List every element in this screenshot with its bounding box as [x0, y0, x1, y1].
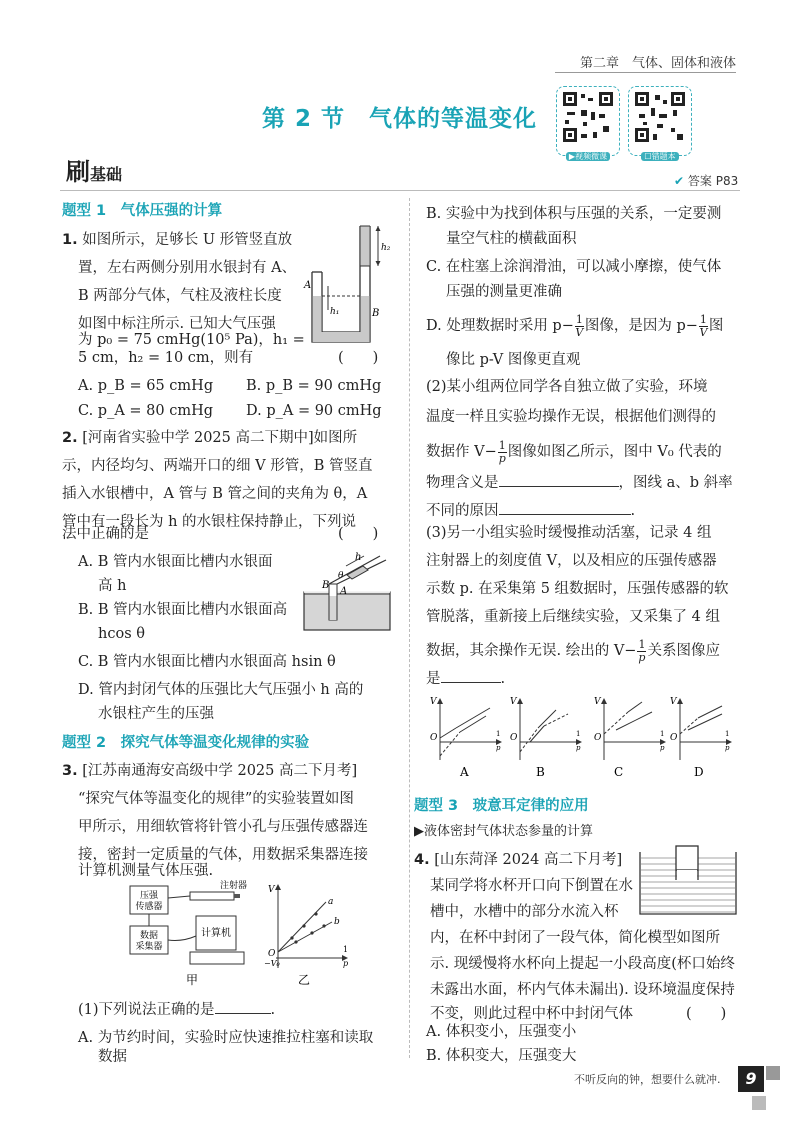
q3-sub2-line3: 数据作 V− $\frac{1}{p}$ 图像如图乙所示，图中 V₀ 代表的	[426, 438, 722, 465]
graph-b[interactable]	[510, 697, 582, 779]
q2-line-5: 法中正确的是	[62, 526, 149, 542]
q1-fig-label-h2: h₂	[381, 243, 391, 253]
check-icon: ✔	[674, 174, 685, 188]
q1-u-tube-figure	[300, 224, 400, 354]
fraction-1-over-p: $\frac{1}{p}$	[638, 637, 646, 664]
q2-fig-label-a: A	[340, 586, 348, 597]
answer-text: 答案 P83	[687, 174, 739, 188]
q2-line-3: 插入水银槽中，A 管与 B 管之间的夹角为 θ，A	[62, 486, 368, 502]
q4-option-b[interactable]: B. 体积变大，压强变大	[426, 1048, 577, 1064]
q2-option-a-line2[interactable]: 高 h	[98, 578, 127, 594]
graph-a-o: O	[430, 733, 438, 743]
q3-collector-label-2: 采集器	[135, 942, 163, 952]
q4-line-2: 某同学将水杯开口向下倒置在水	[430, 878, 633, 894]
q3-option-graphs	[426, 694, 736, 784]
q3-option-a-line1[interactable]: A. 为节约时间，实验时应快速推拉柱塞和读取	[78, 1030, 374, 1046]
graph-c-p: p	[660, 744, 665, 752]
fraction-1-over-p: $\frac{1}{p}$	[498, 438, 506, 465]
q3-option-b-line1[interactable]: B. 实验中为找到体积与压强的关系，一定要测	[426, 206, 722, 222]
q3-fig-label-b: b	[334, 917, 340, 927]
fraction-1-over-v: $\frac{1}{V}$	[699, 312, 708, 339]
graph-a-label: A	[460, 765, 469, 779]
q4-option-a[interactable]: A. 体积变小，压强变小	[426, 1024, 577, 1040]
q1-option-c[interactable]: C. p_A = 80 cmHg	[78, 403, 214, 419]
q3-sub3-blank[interactable]	[441, 668, 501, 683]
q3-fig-label-jia: 甲	[186, 973, 199, 987]
graph-c-label: C	[614, 765, 624, 779]
q2-option-b-line1[interactable]: B. B 管内水银面比槽内水银面高	[78, 602, 288, 618]
graph-d-p: p	[725, 744, 730, 752]
q2-line-4: 管中有一段长为 h 的水银柱保持静止，下列说	[62, 514, 357, 530]
q1-line-1: 1. 如图所示，足够长 U 形管竖直放	[62, 232, 293, 248]
q1-option-d[interactable]: D. p_A = 90 cmHg	[246, 403, 382, 419]
q3-line-1: 3. [江苏南通海安高级中学 2025 高二下月考]	[62, 763, 358, 779]
graph-d-label: D	[694, 765, 704, 779]
q4-water-tank-figure	[638, 844, 738, 916]
q2-option-d-line1[interactable]: D. 管内封闭气体的压强比大气压强小 h 高的	[78, 682, 364, 698]
q3-sub3-line3: 示数 p. 在采集第 5 组数据时，压强传感器的软	[426, 581, 729, 597]
q1-line-2: 置，左右两侧分别用水银封有 A、	[78, 260, 297, 276]
q3-sub3-line2: 注射器上的刻度值 V，以及相应的压强传感器	[426, 553, 717, 569]
q3-sub2-blank-1[interactable]	[499, 472, 619, 487]
q4-line-7: 不变，则此过程中杯中封闭气体	[430, 1006, 633, 1022]
qr-mistakes-label: ☐错题本	[641, 152, 678, 161]
q1-answer-paren[interactable]: ( )	[338, 350, 379, 366]
q3-fig-label-a: a	[328, 897, 334, 907]
q2-option-a-line1[interactable]: A. B 管内水银面比槽内水银面	[78, 554, 273, 570]
q3-sub3-line5: 数据，其余操作无误. 绘出的 V− $\frac{1}{p}$ 关系图像应	[426, 637, 720, 664]
graph-b-v: V	[510, 697, 517, 707]
q3-sub2-blank-2[interactable]	[499, 500, 631, 515]
q1-option-b[interactable]: B. p_B = 90 cmHg	[246, 378, 382, 394]
q3-number: 3.	[62, 763, 78, 779]
q2-v-tube-figure	[300, 548, 400, 634]
mistakes-qr-code[interactable]	[628, 86, 692, 161]
q3-line-3: 甲所示，用细软管将针管小孔与压强传感器连	[78, 819, 368, 835]
graph-a-v: V	[430, 697, 437, 707]
q3-line-4: 接，密封一定质量的气体，用数据采集器连接	[78, 847, 368, 863]
q3-line-5: 计算机测量气体压强.	[78, 863, 214, 879]
q3-fig-label-v: V	[268, 885, 275, 895]
graph-d-v: V	[670, 697, 677, 707]
q1-fig-label-a: A	[304, 280, 312, 291]
q3-option-d-line1[interactable]: D. 处理数据时采用 p− $\frac{1}{V}$ 图像，是因为 p− $\frac{1}{V}$ 图	[426, 312, 724, 339]
graph-d-o: O	[670, 733, 678, 743]
brand-subtitle: 基础	[90, 165, 123, 184]
q1-line-4: 如图中标注所示. 已知大气压强	[78, 316, 276, 332]
q2-option-d-line2[interactable]: 水银柱产生的压强	[98, 706, 214, 722]
q4-line-3: 槽中，水槽中的部分水流入杯	[430, 904, 619, 920]
qr-code-icon	[563, 92, 613, 142]
graph-c-v: V	[594, 697, 601, 707]
qr-video-label: ▶视频微课	[566, 152, 610, 161]
q2-option-b-line2[interactable]: hcos θ	[98, 626, 145, 642]
q3-sub3-line4: 管脱落，重新接上后继续实验，又采集了 4 组	[426, 609, 720, 625]
q1-line-5: 为 p₀ = 75 cmHg(10⁵ Pa)，h₁ =	[78, 332, 305, 348]
brand-divider	[60, 190, 740, 191]
q4-number: 4.	[414, 852, 430, 868]
q3-apparatus-figure	[126, 878, 366, 990]
graph-d-1: 1	[725, 730, 730, 738]
column-divider	[409, 198, 410, 1058]
graph-d[interactable]	[670, 697, 732, 779]
page-number: 9	[738, 1066, 764, 1092]
fraction-1-over-v: $\frac{1}{V}$	[575, 312, 584, 339]
section-title: 第 2 节 气体的等温变化	[262, 106, 538, 132]
q2-line-2: 示，内径均匀、两端开口的细 V 形管，B 管竖直	[62, 458, 373, 474]
chapter-title: 第二章 气体、固体和液体	[579, 56, 736, 71]
graph-c-1: 1	[660, 730, 665, 738]
q3-fig-label-p: p	[343, 959, 349, 968]
graph-b-1: 1	[576, 730, 581, 738]
q2-fig-label-h: h	[355, 552, 362, 563]
q3-option-d-line2[interactable]: 像比 p-V 图像更直观	[446, 352, 581, 368]
q3-sub2-line5: 不同的原因 .	[426, 497, 635, 526]
chapter-divider	[555, 72, 736, 73]
q3-sub3-line1: (3)另一小组实验时缓慢推动活塞，记录 4 组	[426, 525, 712, 541]
video-qr-code[interactable]	[556, 86, 620, 161]
q3-sensor-label-1: 压强	[139, 891, 159, 901]
q3-fig-label-yi: 乙	[298, 973, 311, 987]
footer-decor	[752, 1096, 766, 1110]
q2-line-1: 2. [河南省实验中学 2025 高二下期中]如图所	[62, 430, 358, 446]
q3-sub2-line4: 物理含义是 ，图线 a、b 斜率	[426, 469, 733, 498]
q1-number: 1.	[62, 232, 78, 248]
q3-sub2-line1: (2)某小组两位同学各自独立做了实验，环境	[426, 379, 708, 395]
topic-heading-2: 题型 2 探究气体等温变化规律的实验	[62, 735, 310, 751]
q3-fig-label-v0: −V₀	[264, 959, 280, 968]
qr-code-icon	[635, 92, 685, 142]
q3-sub3-line6: 是 .	[426, 665, 505, 694]
q3-sensor-label-2: 传感器	[135, 902, 163, 912]
q2-fig-label-b: B	[322, 580, 330, 591]
q2-number: 2.	[62, 430, 78, 446]
q3-fig-label-o: O	[268, 949, 276, 959]
q3-sub1: (1)下列说法正确的是 .	[78, 996, 275, 1025]
graph-b-label: B	[536, 765, 545, 779]
answer-ref[interactable]	[674, 172, 738, 189]
q3-line-2: “探究气体等温变化的规律”的实验装置如图	[78, 791, 354, 807]
brand-title: 刷基础	[66, 158, 123, 186]
graph-c-o: O	[594, 733, 602, 743]
topic-subheading-3: ▶液体密封气体状态参量的计算	[414, 824, 593, 839]
q4-line-5: 示. 现缓慢将水杯向上提起一小段高度(杯口始终	[430, 956, 735, 972]
q1-line-6: 5 cm，h₂ = 10 cm，则有	[78, 350, 254, 366]
graph-a-1: 1	[496, 730, 501, 738]
q4-line-1: 4. [山东菏泽 2024 高二下月考]	[414, 852, 623, 868]
q4-line-6: 未露出水面，杯内气体未漏出). 设环境温度保持	[430, 982, 735, 998]
q4-line-4: 内，在杯中封闭了一段气体，简化模型如图所	[430, 930, 720, 946]
q3-collector-label-1: 数据	[139, 931, 159, 941]
q1-fig-label-h1: h₁	[330, 307, 340, 317]
q2-fig-label-theta: θ	[338, 571, 344, 581]
footer-motto: 不听反向的钟，想要什么就冲.	[574, 1073, 721, 1086]
q3-option-c-line1[interactable]: C. 在柱塞上涂润滑油，可以减小摩擦，使气体	[426, 259, 722, 275]
graph-a-p: p	[496, 744, 501, 752]
graph-a[interactable]	[430, 697, 502, 779]
q3-option-b-line2[interactable]: 量空气柱的横截面积	[446, 231, 577, 247]
q3-computer-label: 计算机	[201, 928, 231, 939]
q3-option-a-line2[interactable]: 数据	[98, 1049, 127, 1065]
q3-sub2-line2: 温度一样且实验均操作无误，根据他们测得的	[426, 409, 716, 425]
graph-b-o: O	[510, 733, 518, 743]
q3-sub1-blank[interactable]	[215, 999, 271, 1014]
topic-heading-1: 题型 1 气体压强的计算	[62, 203, 223, 219]
q1-option-a[interactable]: A. p_B = 65 cmHg	[78, 378, 214, 394]
q2-answer-paren[interactable]: ( )	[338, 526, 379, 542]
graph-b-p: p	[576, 744, 581, 752]
q3-option-c-line2[interactable]: 压强的测量更准确	[446, 284, 562, 300]
q3-fig-label-1: 1	[343, 945, 349, 954]
q1-fig-label-b: B	[372, 308, 380, 319]
graph-c[interactable]	[594, 697, 666, 779]
footer-decor	[766, 1066, 780, 1080]
topic-heading-3: 题型 3 玻意耳定律的应用	[414, 798, 589, 814]
q4-answer-paren[interactable]: ( )	[686, 1006, 727, 1022]
q2-option-c[interactable]: C. B 管内水银面比槽内水银面高 hsin θ	[78, 654, 336, 670]
q3-syringe-label: 注射器	[220, 881, 248, 891]
q1-line-3: B 两部分气体，气柱及液柱长度	[78, 288, 282, 304]
